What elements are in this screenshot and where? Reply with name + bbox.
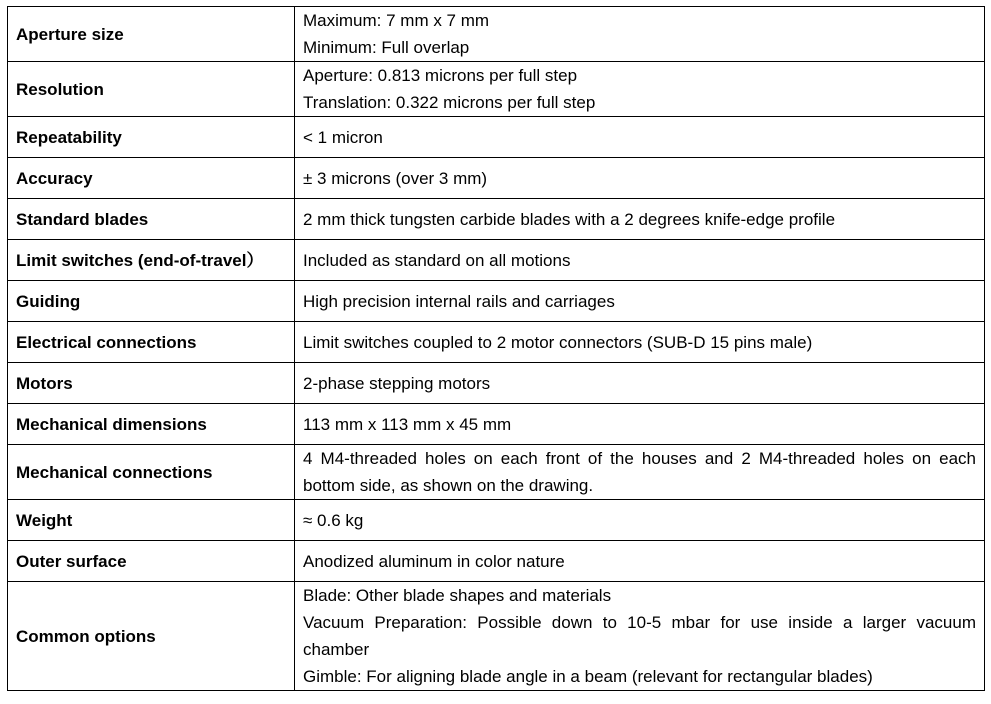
row-label: Mechanical connections xyxy=(8,445,295,500)
table-row xyxy=(8,240,985,281)
row-value xyxy=(295,322,985,363)
value-line: Minimum: Full overlap xyxy=(303,38,470,57)
row-label: Guiding xyxy=(8,281,295,322)
row-value xyxy=(295,199,985,240)
row-label: Repeatability xyxy=(8,117,295,158)
value-line: Blade: Other blade shapes and materials xyxy=(303,586,612,605)
value-line: 2-phase stepping motors xyxy=(303,373,491,393)
value-line: 2 mm thick tungsten carbide blades with a 2 degrees knife-edge profile xyxy=(303,209,836,229)
value-line: Limit switches coupled to 2 motor connectors (SUB-D 15 pins male) xyxy=(303,332,813,352)
row-value xyxy=(295,404,985,445)
table-row xyxy=(8,363,985,404)
value-line: Gimble: For aligning blade angle in a beam (relevant for rectangular blades) xyxy=(303,667,873,686)
value-line: Maximum: 7 mm x 7 mm xyxy=(303,11,490,30)
row-label: Common options xyxy=(8,582,295,691)
value-line: Included as standard on all motions xyxy=(303,250,571,270)
row-value xyxy=(295,541,985,582)
value-line: ≈ 0.6 kg xyxy=(303,510,364,530)
row-value xyxy=(295,500,985,541)
row-value xyxy=(295,7,985,62)
row-label: Standard blades xyxy=(8,199,295,240)
value-line: < 1 micron xyxy=(303,127,383,147)
row-value xyxy=(295,240,985,281)
row-value xyxy=(295,158,985,199)
row-label: Outer surface xyxy=(8,541,295,582)
table-row xyxy=(8,541,985,582)
row-label: Resolution xyxy=(8,62,295,117)
row-label: Electrical connections xyxy=(8,322,295,363)
row-value xyxy=(295,281,985,322)
row-label: Aperture size xyxy=(8,7,295,62)
table-row xyxy=(8,199,985,240)
table-row xyxy=(8,158,985,199)
table-row xyxy=(8,404,985,445)
row-label: Accuracy xyxy=(8,158,295,199)
value-line: High precision internal rails and carriages xyxy=(303,291,615,311)
table-row xyxy=(8,445,985,500)
table-row xyxy=(8,281,985,322)
row-label: Mechanical dimensions xyxy=(8,404,295,445)
row-label: Motors xyxy=(8,363,295,404)
table-row xyxy=(8,62,985,117)
value-line: Anodized aluminum in color nature xyxy=(303,551,565,571)
value-line: Translation: 0.322 microns per full step xyxy=(303,93,596,112)
table-row xyxy=(8,500,985,541)
table-row xyxy=(8,7,985,62)
row-value xyxy=(295,62,985,117)
value-line: 113 mm x 113 mm x 45 mm xyxy=(303,414,512,434)
row-label: Limit switches (end-of-travel） xyxy=(8,240,295,281)
table-row xyxy=(8,582,985,691)
table-row xyxy=(8,322,985,363)
row-value xyxy=(295,445,985,500)
value-line: 4 M4-threaded holes on each front of the houses and 2 M4-threaded holes on each bottom side, as shown on the drawing. xyxy=(303,449,976,495)
row-value xyxy=(295,582,985,691)
value-line: Vacuum Preparation: Possible down to 10-5 mbar for use inside a larger vacuum chamber xyxy=(303,613,976,659)
table-row xyxy=(8,117,985,158)
row-label: Weight xyxy=(8,500,295,541)
specifications-table xyxy=(7,6,985,691)
value-line: ± 3 microns (over 3 mm) xyxy=(303,168,488,188)
value-line: Aperture: 0.813 microns per full step xyxy=(303,66,578,85)
row-value xyxy=(295,363,985,404)
row-value xyxy=(295,117,985,158)
